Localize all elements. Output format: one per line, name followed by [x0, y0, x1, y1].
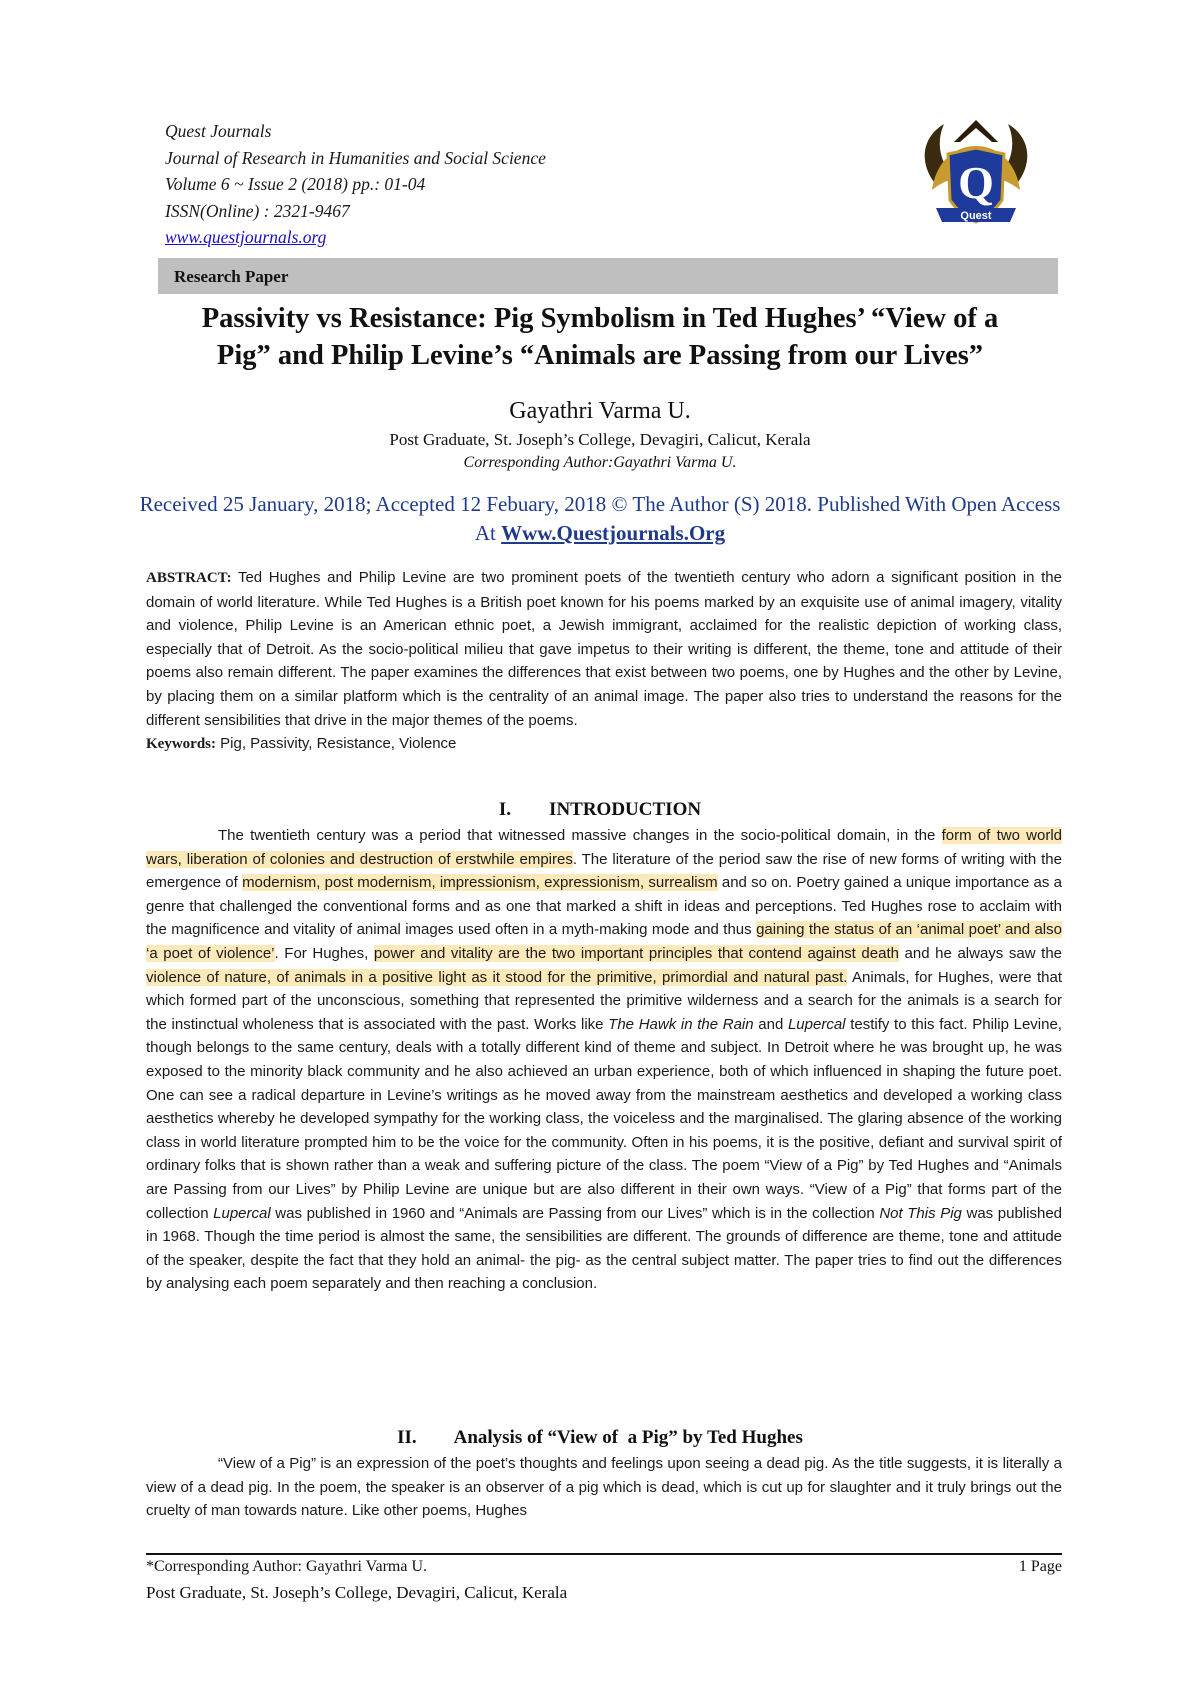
- footer-corresponding-author: *Corresponding Author: Gayathri Varma U.: [146, 1558, 427, 1575]
- journal-header: [165, 118, 546, 251]
- quest-logo-icon: [914, 112, 1038, 236]
- logo-banner-text: Quest: [960, 210, 992, 222]
- highlight: form of two world wars, liberation of colonies and destruction of erstwhile empires: [146, 827, 1063, 868]
- footer-rule: [146, 1553, 1062, 1555]
- author-name: Gayathri Varma U.: [509, 398, 691, 424]
- highlight: gaining the status of an ‘animal poet’ and also ‘a poet of violence’: [146, 921, 1062, 962]
- footer-line: [146, 1558, 1062, 1576]
- highlight: power and vitality are the two important principles that contend against death: [373, 944, 899, 962]
- highlight: modernism, post modernism, impressionism, expressionism, surrealism: [242, 874, 718, 892]
- research-paper-label: Research Paper: [174, 267, 289, 286]
- section-heading-introduction: I. INTRODUCTION: [498, 799, 702, 820]
- journal-website-link[interactable]: www.questjournals.org: [165, 227, 327, 247]
- journal-name: Quest Journals: [165, 121, 272, 141]
- abstract-label: ABSTRACT:: [146, 570, 232, 586]
- abstract-text: Ted Hughes and Philip Levine are two prominent poets of the twentieth century who adorn a significant position in the domain of world literature. While Ted Hughes is a British poet known for his poems marked by an exquisite use of animal imagery, vitality and violence, Philip Levine is an American ethnic poet, a Jewish immigrant, acclaimed for the realistic depiction of working class, especially that of Detroit. As the socio-political milieu that gave impetus to their writing is different, the theme, tone and attitude of their poems also remain different. The paper examines the differences that exist between two poems, one by Hughes and the other by Levine, by placing them on a similar platform which is the centrality of an animal image. The paper also tries to understand the reasons for the different sensibilities that drive in the major themes of the poems.: [146, 569, 1062, 729]
- logo-letter: Q: [958, 157, 994, 208]
- page-number: 1 Page: [1018, 1558, 1062, 1575]
- paper-title: [120, 300, 1080, 374]
- received-text: Received 25 January, 2018; Accepted 12 Febuary, 2018 © The Author (S) 2018. Published With Open Access At: [139, 492, 1061, 545]
- footer-affiliation: Post Graduate, St. Joseph’s College, Devagiri, Calicut, Kerala: [146, 1583, 568, 1602]
- journal-volume: Volume 6 ~ Issue 2 (2018) pp.: 01-04: [165, 174, 426, 194]
- highlight: violence of nature, of animals in a positive light as it stood for the primitive, primordial and natural past.: [146, 968, 848, 986]
- received-info: [130, 490, 1070, 548]
- paper-title-line-2: Pig” and Philip Levine’s “Animals are Passing from our Lives”: [216, 340, 984, 371]
- journal-title: Journal of Research in Humanities and Social Science: [165, 147, 546, 168]
- abstract: [146, 566, 1062, 757]
- keywords-text: Pig, Passivity, Resistance, Violence: [216, 735, 457, 753]
- author-affiliation: Post Graduate, St. Joseph’s College, Devagiri, Calicut, Kerala: [389, 430, 811, 449]
- analysis-paragraph: “View of a Pig” is an expression of the poet’s thoughts and feelings upon seeing a dead pig. As the title suggests, it is literally a view of a dead pig. In the poem, the speaker is an observer of a pig which is dead, which is cut up for slaughter and it truly brings out the cruelty of man towards nature. Like other poems, Hughes: [146, 1455, 1062, 1520]
- work-title: Not This Pig: [879, 1204, 962, 1222]
- work-title: Lupercal: [213, 1204, 271, 1222]
- work-title: The Hawk in the Rain: [608, 1015, 754, 1033]
- research-paper-banner: [158, 258, 1058, 294]
- journal-issn: ISSN(Online) : 2321-9467: [165, 200, 350, 221]
- section-heading-analysis: II. Analysis of “View of a Pig” by Ted Hughes: [397, 1427, 803, 1448]
- corresponding-author: Corresponding Author:Gayathri Varma U.: [463, 454, 737, 471]
- work-title: Lupercal: [787, 1015, 846, 1033]
- keywords-label: Keywords:: [146, 736, 216, 753]
- paper-title-line-1: Passivity vs Resistance: Pig Symbolism in Ted Hughes’ “View of a: [201, 303, 999, 334]
- journal-site-link[interactable]: Www.Questjournals.Org: [501, 521, 726, 545]
- introduction-paragraph: The twentieth century was a period that witnessed massive changes in the socio-political domain, in the form of two world wars, liberation of colonies and destruction of erstwhile empires. The literature of the period saw the rise of new forms of writing with the emergence of modernism, post modernism, impressionism, expressionism, surrealism and so on. Poetry gained a unique importance as a genre that challenged the conventional forms and as one that marked a shift in ideas and perceptions. Ted Hughes rose to acclaim with the magnificence and vitality of animal images used often in a myth-making mode and thus gaining the status of an ‘animal poet’ and also ‘a poet of violence’. For Hughes, power and vitality are the two important principles that contend against death and he always saw the violence of nature, of animals in a positive light as it stood for the primitive, primordial and natural past. Animals, for Hughes, were that which formed part of the unconscious, something that represented the primitive wilderness and a search for the animals is a search for the instinctual wholeness that is associated with the past. Works like The Hawk in the Rain and Lupercal testify to this fact. Philip Levine, though belongs to the same century, deals with a totally different kind of theme and subject. In Detroit where he was brought up, he was exposed to the minority black community and he also achieved an urban experience, both of which influenced in shaping the future poet. One can see a radical departure in Levine’s writings as he moved away from the mainstream aesthetics and developed a working class aesthetics whereby he developed sympathy for the working class, the voiceless and the marginalised. The glaring absence of the working class in world literature prompted him to be the voice for the community. Often in his poems, it is the positive, defiant and survival spirit of ordinary folks that is shown rather than a weak and suffering picture of the class. The poem “View of a Pig” by Ted Hughes and “Animals are Passing from our Lives” by Philip Levine are unique but are also different in their own ways. “View of a Pig” that forms part of the collection Lupercal was published in 1960 and “Animals are Passing from our Lives” which is in the collection Not This Pig was published in 1968. Though the time period is almost the same, the sensibilities are different. The grounds of difference are theme, tone and attitude of the speaker, despite the fact that they hold an animal- the pig- as the central subject matter. The paper tries to find out the differences by analysing each poem separately and then reaching a conclusion.: [146, 827, 1063, 1293]
